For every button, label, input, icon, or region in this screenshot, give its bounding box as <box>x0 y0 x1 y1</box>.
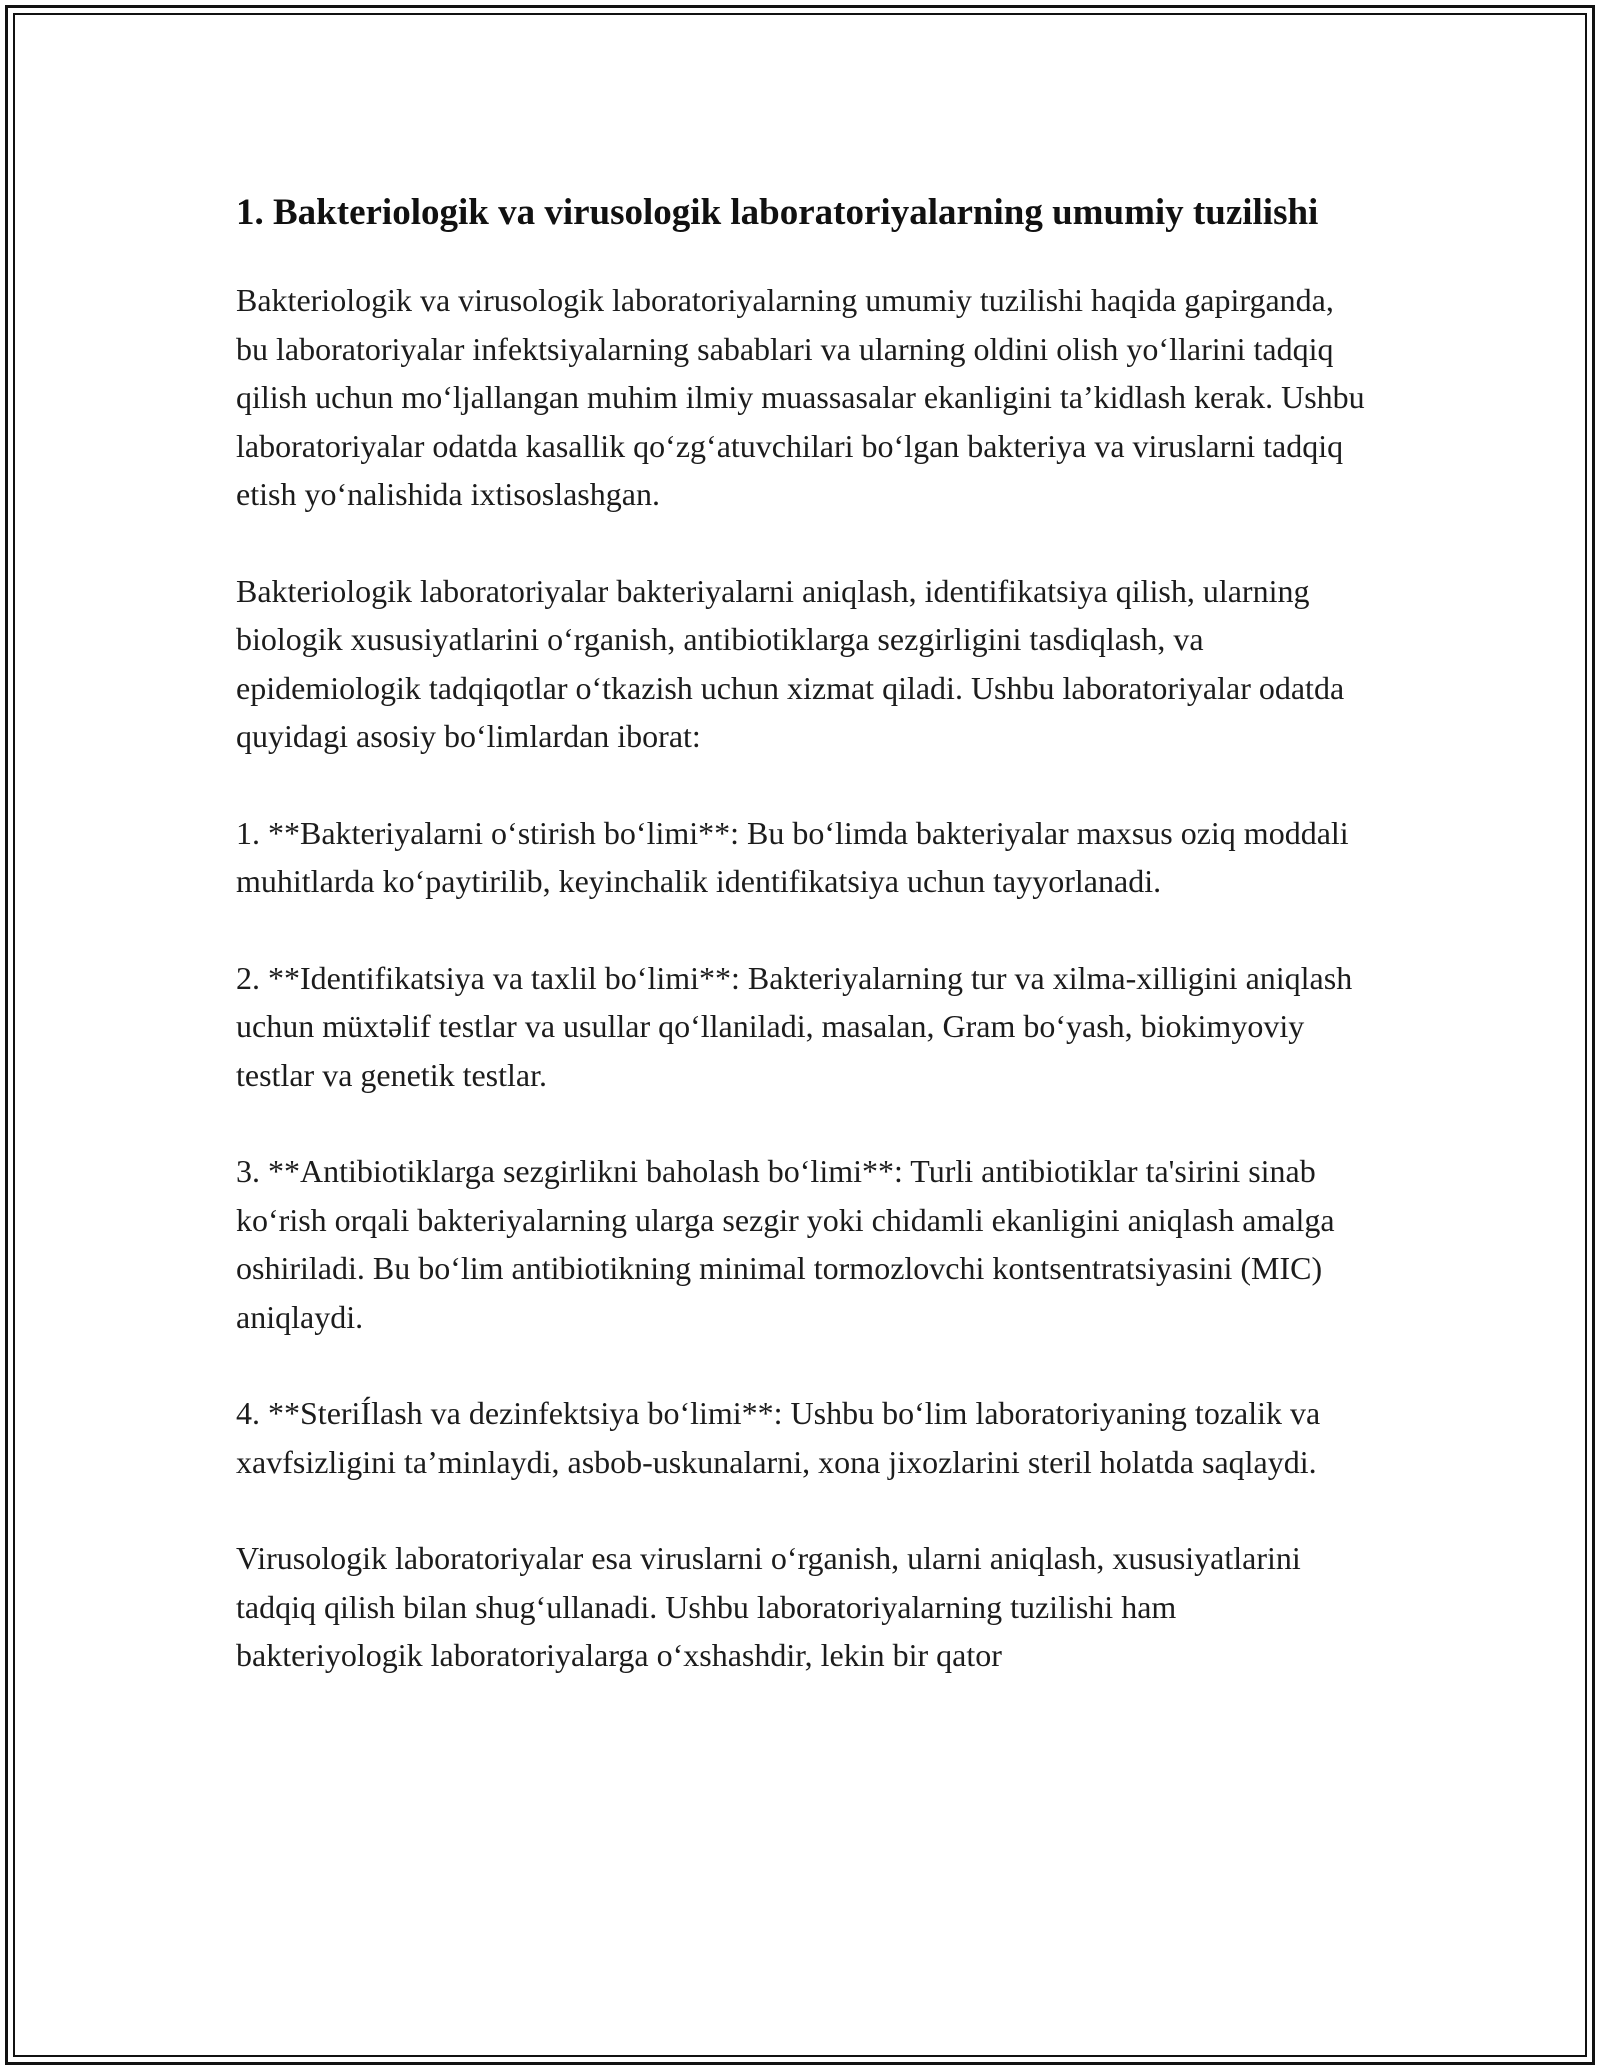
paragraph-bacteriological-labs: Bakteriologik laboratoriyalar bakteriyalarni aniqlash, identifikatsiya qilish, ularning biologik xususiyatlarini o‘rganish, antibiotiklarga sezgirligini tasdiqlash, va epidemiologik tadqiqotlar o‘tkazish uchun xizmat qiladi. Ushbu laboratoriyalar odatda quyidagi asosiy bo‘limlardan iborat: <box>236 572 1345 754</box>
document-body <box>236 186 1366 1728</box>
list-item-antibiotic-sensitivity: 3. **Antibiotiklarga sezgirlikni baholash bo‘limi**: Turli antibiotiklar ta'sirini sinab ko‘rish orqali bakteriyalarning ularga sezgir yoki chidamli ekanligini aniqlash amalga oshiriladi. Bu bo‘lim antibiotikning minimal tormozlovchi kontsentratsiyasini (MIC) aniqlaydi. <box>236 1153 1335 1335</box>
list-item-identification: 2. **Identifikatsiya va taxlil bo‘limi**: Bakteriyalarning tur va xilma-xilligini aniqlash uchun müxtəlif testlar va usullar qo‘llaniladi, masalan, Gram bo‘yash, biokimyoviy testlar va genetik testlar. <box>236 959 1353 1093</box>
paragraph-intro: Bakteriologik va virusologik laboratoriyalarning umumiy tuzilishi haqida gapirganda, bu laboratoriyalar infektsiyalarning sabablari va ularning oldini olish yo‘llarini tadqiq qilish uchun mo‘ljallangan muhim ilmiy muassasalar ekanligini ta’kidlash kerak. Ushbu laboratoriyalar odatda kasallik qo‘zg‘atuvchilari bo‘lgan bakteriya va viruslarni tadqiq etish yo‘nalishida ixtisoslashgan. <box>236 282 1365 512</box>
paragraph-virological-labs: Virusologik laboratoriyalar esa viruslarni o‘rganish, ularni aniqlash, xususiyatlarini tadqiq qilish bilan shug‘ullanadi. Ushbu laboratoriyalarning tuzilishi ham bakteriyologik laboratoriyalarga o‘xshashdir, lekin bir qator <box>236 1540 1301 1673</box>
list-item-sterilization: 4. **SteriÍlash va dezinfektsiya bo‘limi**: Ushbu bo‘lim laboratoriyaning tozalik va xavfsizligini ta’minlaydi, asbob-uskunalarni, xona jixozlarini steril holatda saqlaydi. <box>236 1395 1321 1480</box>
list-item-cultivation: 1. **Bakteriyalarni o‘stirish bo‘limi**: Bu bo‘limda bakteriyalar maxsus oziq moddali muhitlarda ko‘paytirilib, keyinchalik identifikatsiya uchun tayyorlanadi. <box>236 814 1349 899</box>
section-heading: 1. Bakteriologik va virusologik laboratoriyalarning umumiy tuzilishi <box>236 192 1319 233</box>
